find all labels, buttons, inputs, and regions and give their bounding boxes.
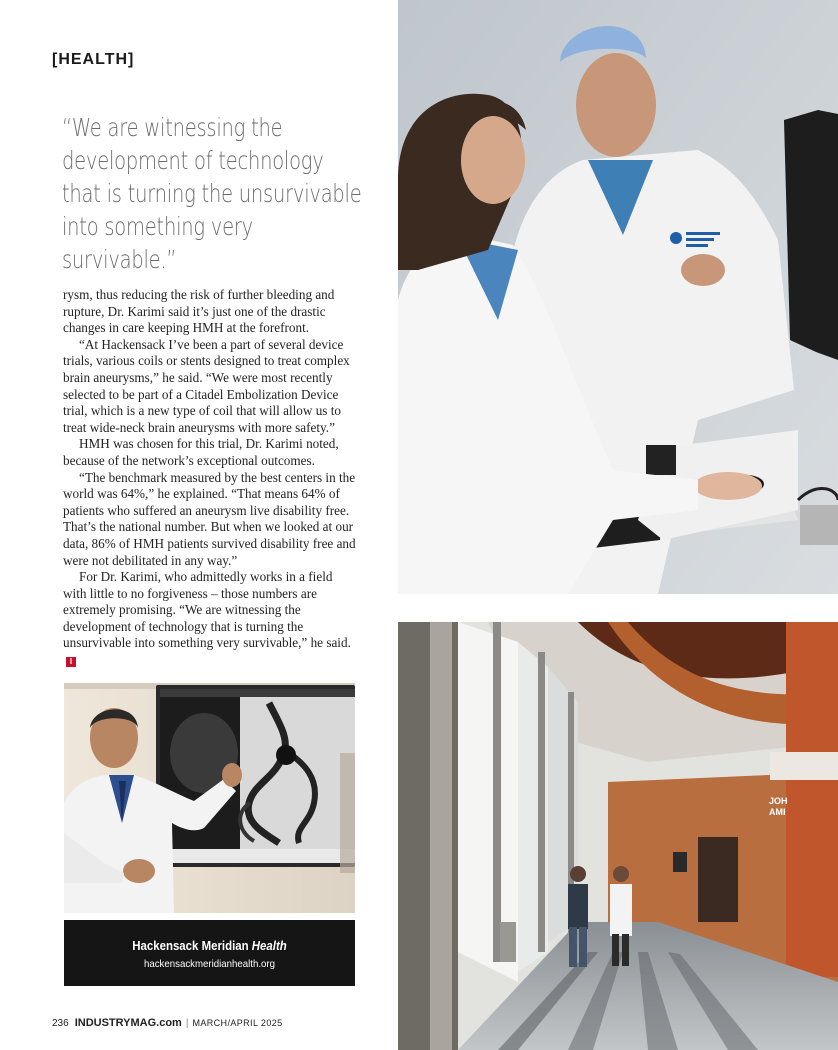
page-footer — [52, 1017, 283, 1029]
paragraph: HMH was chosen for this trial, Dr. Karimi noted, because of the network’s exceptional outcomes. — [63, 436, 339, 468]
end-mark-icon: I — [66, 657, 76, 667]
credit-name-italic: Health — [251, 938, 287, 953]
pull-quote: “We are witnessing the development of technology that is turning the unsurvivable into something very survivable.” — [62, 113, 362, 274]
paragraph: rysm, thus reducing the risk of further bleeding and rupture, Dr. Karimi said it’s just one of the drastic changes in care keeping HMH at the forefront. — [63, 287, 335, 336]
hospital-hallway-photo — [398, 622, 838, 1050]
doctors-at-computer-photo — [398, 0, 838, 594]
section-tag: [HEALTH] — [52, 51, 135, 68]
doctor-presentation-photo — [64, 683, 355, 913]
credit-url: hackensackmeridianhealth.org — [143, 958, 276, 970]
svg-text:AMI: AMI — [769, 807, 786, 817]
page-number: 236 — [52, 1018, 69, 1029]
magazine-name: INDUSTRYMAG.com — [74, 1017, 182, 1029]
paragraph-text: For Dr. Karimi, who admittedly works in a field with little to no forgiveness – those numbers are extremely promising. “We are witnessing the development of technology that is turning the unsurvivable into something very survivable,” he said. — [63, 569, 351, 651]
issue-date: MARCH/APRIL 2025 — [192, 1018, 283, 1028]
article-body — [63, 287, 359, 669]
credit-name-plain: Hackensack Meridian — [132, 938, 252, 953]
credit-box — [64, 920, 355, 986]
footer-separator: | — [185, 1018, 189, 1029]
paragraph: “At Hackensack I’ve been a part of several device trials, various coils or stents designed to treat complex brain aneurysms,” he said. “We were most recently selected to be part of a Citadel Embolization Device trial, which is a new type of coil that will allow us to treat wide-neck brain aneurysms with more safety.” — [63, 336, 350, 435]
paragraph: “The benchmark measured by the best centers in the world was 64%,” he explained. “That means 64% of patients who suffered an aneurysm live disability free. That’s the national number. But when we looked at our data, 86% of HMH patients survived disability free and were not debilitated in any way.” — [63, 469, 356, 568]
paragraph-last — [63, 569, 359, 669]
credit-name — [81, 938, 337, 953]
svg-text:JOH: JOH — [769, 796, 788, 806]
